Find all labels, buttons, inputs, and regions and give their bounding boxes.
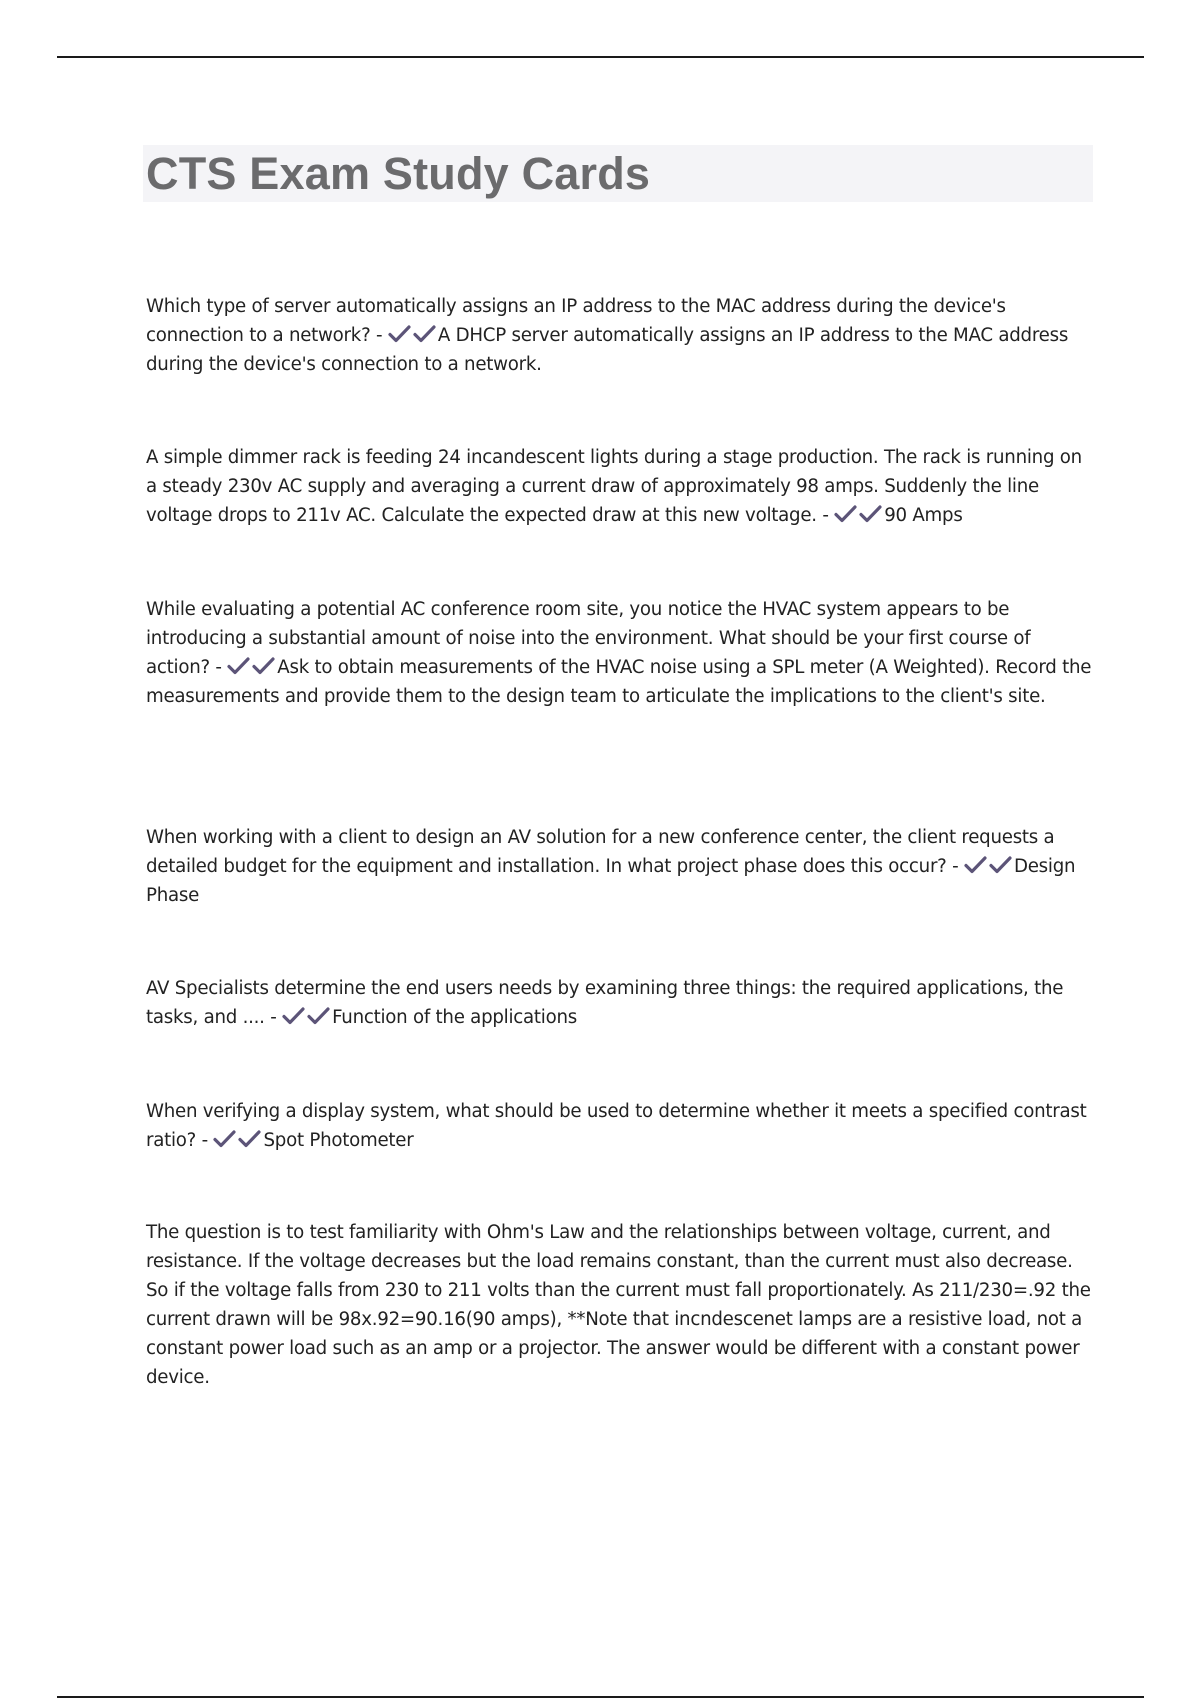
check-icon — [388, 325, 411, 343]
explanation-paragraph: The question is to test familiarity with Ohm's Law and the relationships between voltage, current, and resistance. If the voltage decreases but the load remains constant, than the current must also decrease. So if the voltage falls from 230 to 211 volts than the current must fall proportionately. As 211/230=.92 the current drawn will be 98x.92=90.16(90 amps), **Note that incndescenet lamps are a resistive load, not a constant power load such as an amp or a projector. The answer would be different with a constant power device. — [146, 1222, 1091, 1388]
card-separator: - — [264, 1007, 283, 1028]
check-icon — [227, 657, 250, 675]
study-card-4 — [146, 823, 1098, 910]
card-separator: - — [816, 505, 835, 526]
card-answer: Function of the applications — [332, 1007, 577, 1028]
check-icon — [859, 505, 882, 523]
card-answer: Spot Photometer — [263, 1130, 414, 1151]
bottom-rule — [57, 1696, 1144, 1698]
card-question: When working with a client to design an AV solution for a new conference center, the client requests a detailed budget for the equipment and installation. In what project phase does this occur? — [146, 827, 1055, 877]
study-card-3 — [146, 595, 1098, 711]
study-card-2 — [146, 443, 1098, 530]
check-icon — [252, 657, 275, 675]
card-question: AV Specialists determine the end users needs by examining three things: the required applications, the tasks, and .... — [146, 978, 1064, 1028]
card-question: While evaluating a potential AC conference room site, you notice the HVAC system appears to be introducing a substantial amount of noise into the environment. What should be your first course of action? — [146, 599, 1031, 678]
card-question: When verifying a display system, what should be used to determine whether it meets a specified contrast ratio? — [146, 1101, 1087, 1151]
card-separator: - — [209, 657, 228, 678]
card-answer: A DHCP server automatically assigns an IP address to the MAC address during the device's connection to a network. — [146, 325, 1069, 375]
card-separator: - — [196, 1130, 214, 1151]
check-icon — [834, 505, 857, 523]
check-icon — [238, 1130, 261, 1148]
card-question: Which type of server automatically assigns an IP address to the MAC address during the device's connection to a network? — [146, 296, 1006, 346]
check-icon — [213, 1130, 236, 1148]
card-separator: - — [370, 325, 388, 346]
check-icon — [964, 856, 987, 874]
study-card-1 — [146, 292, 1098, 379]
check-icon — [307, 1007, 330, 1025]
top-rule — [57, 56, 1144, 58]
page-title: CTS Exam Study Cards — [146, 148, 651, 199]
check-icon — [989, 856, 1012, 874]
card-answer: Design Phase — [146, 856, 1076, 906]
check-icon — [282, 1007, 305, 1025]
check-icon — [413, 325, 436, 343]
card-answer: Ask to obtain measurements of the HVAC noise using a SPL meter (A Weighted). Record the measurements and provide them to the design team to articulate the implications to the client's site. — [146, 657, 1092, 707]
card-separator: - — [946, 856, 964, 877]
card-answer: 90 Amps — [884, 505, 963, 526]
study-card-5 — [146, 974, 1098, 1032]
study-card-6 — [146, 1097, 1098, 1155]
card-question: A simple dimmer rack is feeding 24 incandescent lights during a stage production. The rack is running on a steady 230v AC supply and averaging a current draw of approximately 98 amps. Suddenly the line voltage drops to 211v AC. Calculate the expected draw at this new voltage. — [146, 447, 1082, 526]
